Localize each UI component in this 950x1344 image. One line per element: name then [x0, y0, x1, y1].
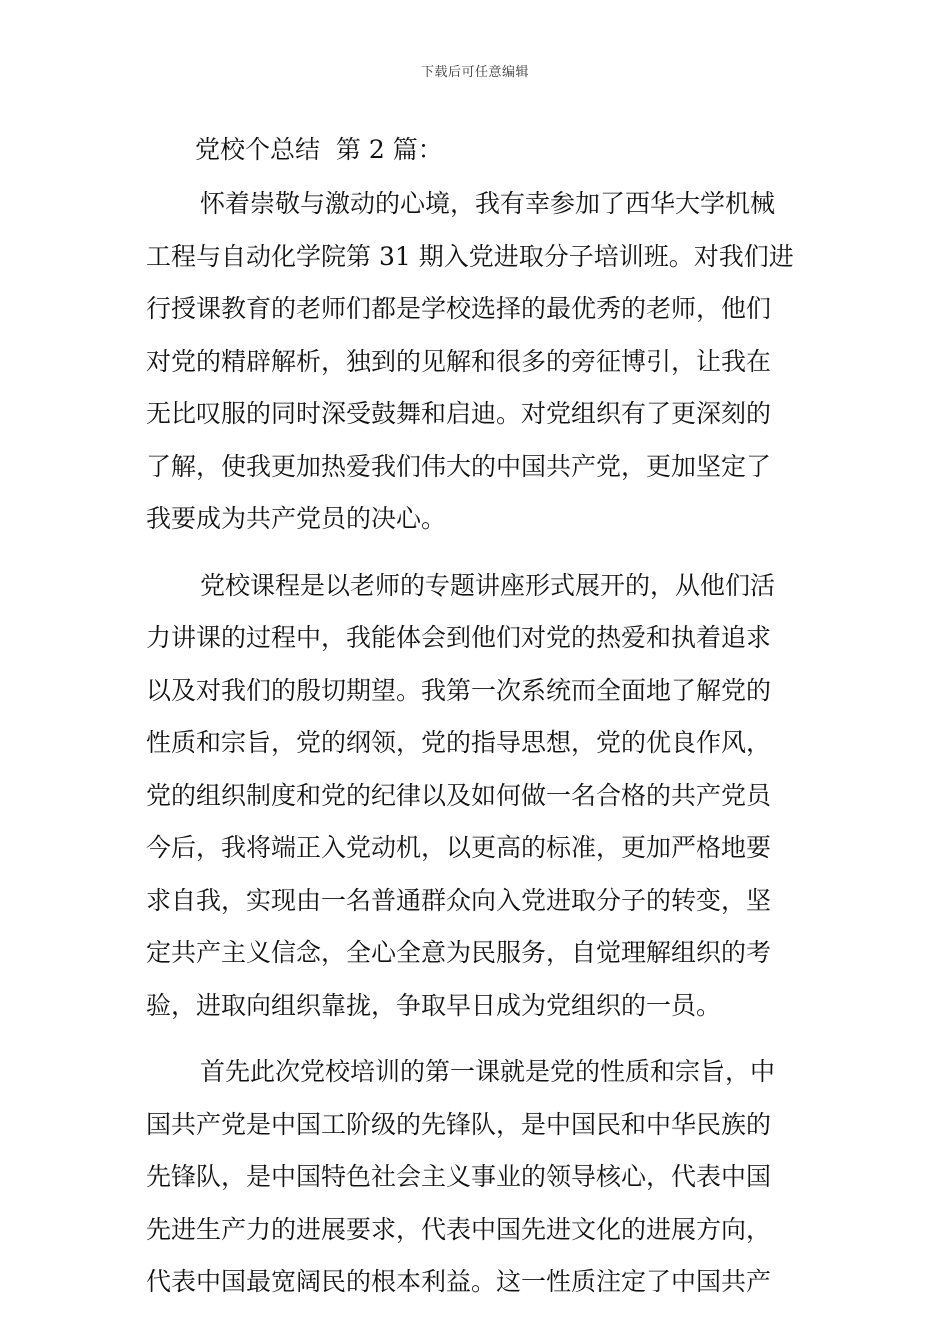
paragraph-2-line-2: 力讲课的过程中，我能体会到他们对党的热爱和执着追求 [146, 623, 772, 652]
document-body [146, 178, 826, 1309]
paragraph-1-line-7: 我要成为共产党员的决心。 [146, 504, 447, 533]
paragraph-3-line-2: 国共产党是中国工阶级的先锋队，是中国民和中华民族的 [146, 1109, 772, 1139]
paragraph-2-line-3: 以及对我们的殷切期望。我第一次系统而全面地了解党的 [146, 675, 772, 705]
paragraph-2-line-5: 党的组织制度和党的纪律以及如何做一名合格的共产党员 [146, 780, 772, 810]
paragraph-2-line-7: 求自我，实现由一名普通群众向入党进取分子的转变，坚 [146, 885, 772, 915]
paragraph-1-line-3: 行授课教育的老师们都是学校选择的最优秀的老师，他们 [146, 294, 772, 323]
paragraph-3-line-5: 代表中国最宽阔民的根本利益。这一性质注定了中国共产 [146, 1267, 772, 1296]
paragraph-1-line-6: 了解，使我更加热爱我们伟大的中国共产党，更加坚定了 [146, 451, 772, 481]
paragraph-2-line-9: 验，进取向组织靠拢，争取早日成为党组织的一员。 [146, 990, 722, 1020]
paragraph-1-line-5: 无比叹服的同时深受鼓舞和启迪。对党组织有了更深刻的 [146, 399, 772, 428]
paragraph-2-line-8: 定共产主义信念，全心全意为民服务，自觉理解组织的考 [146, 938, 772, 967]
paragraph-1-line-1: 怀着崇敬与激动的心境，我有幸参加了西华大学机械 [200, 189, 776, 218]
paragraph-3-line-1: 首先此次党校培训的第一课就是党的性质和宗旨，中 [200, 1057, 776, 1086]
paragraph-3-line-4: 先进生产力的进展要求，代表中国先进文化的进展方向， [146, 1214, 772, 1244]
paragraph-1-line-2: 工程与自动化学院第 31 期入党进取分子培训班。对我们进 [146, 241, 794, 271]
page-header-note: 下载后可任意编辑 [420, 65, 529, 80]
document-heading: 党校个总结 第 2 篇： [195, 135, 443, 164]
paragraph-2-line-6: 今后，我将端正入党动机，以更高的标准，更加严格地要 [146, 833, 772, 862]
paragraph-1-line-4: 对党的精辟解析，独到的见解和很多的旁征博引，让我在 [146, 346, 772, 376]
paragraph-2-line-4: 性质和宗旨，党的纲领，党的指导思想，党的优良作风， [146, 728, 772, 757]
paragraph-2-line-1: 党校课程是以老师的专题讲座形式展开的，从他们活 [200, 570, 776, 600]
paragraph-3-line-3: 先锋队，是中国特色社会主义事业的领导核心，代表中国 [146, 1162, 772, 1191]
